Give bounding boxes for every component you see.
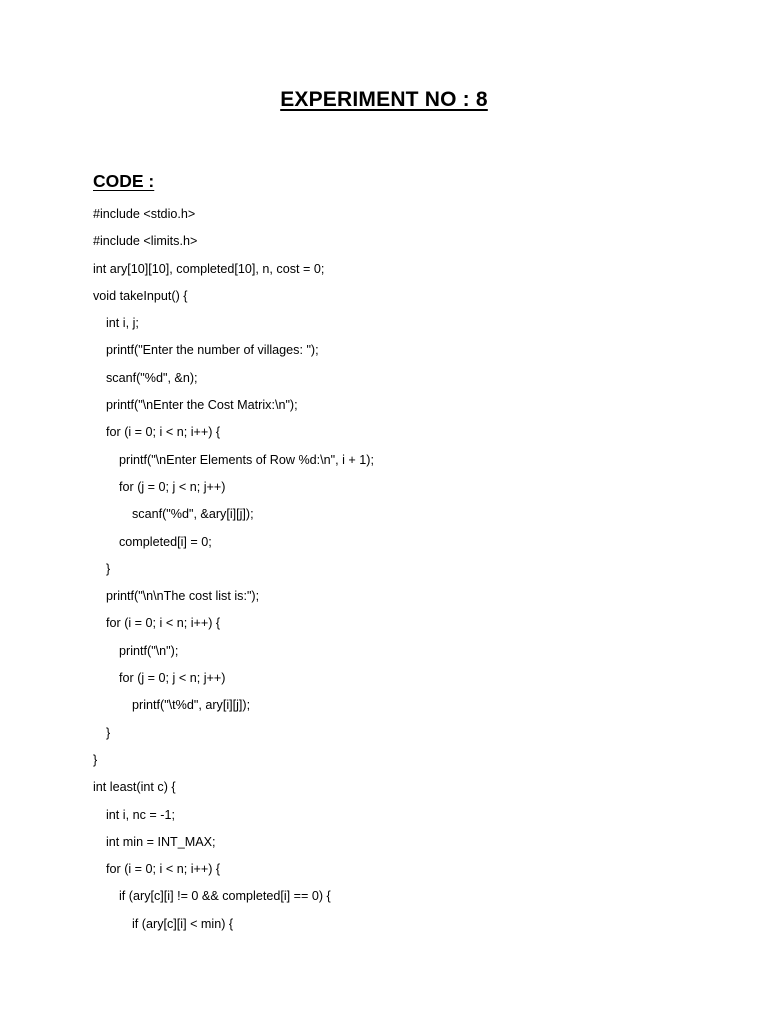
code-line: int i, j; xyxy=(106,316,139,331)
code-line: scanf("%d", &n); xyxy=(106,370,198,385)
code-line: printf("\n\nThe cost list is:"); xyxy=(106,589,260,604)
code-line: int i, nc = -1; xyxy=(106,807,175,822)
code-line: for (i = 0; i < n; i++) { xyxy=(106,616,221,631)
code-block xyxy=(93,205,733,942)
code-line: if (ary[c][i] != 0 && completed[i] == 0) { xyxy=(119,889,331,904)
code-line: } xyxy=(93,752,98,767)
code-line: for (i = 0; i < n; i++) { xyxy=(106,862,221,877)
section-heading: CODE : xyxy=(93,171,155,191)
code-line: #include <stdio.h> xyxy=(93,207,196,221)
code-line: for (j = 0; j < n; j++) xyxy=(119,671,226,686)
code-line: scanf("%d", &ary[i][j]); xyxy=(132,507,254,522)
page-title: EXPERIMENT NO : 8 xyxy=(280,88,488,111)
code-line: printf("Enter the number of villages: "); xyxy=(106,343,319,358)
code-line: int least(int c) { xyxy=(93,780,176,795)
code-line: void takeInput() { xyxy=(93,288,188,303)
code-line: if (ary[c][i] < min) { xyxy=(132,916,234,931)
code-line: #include <limits.h> xyxy=(93,234,198,249)
code-line: for (j = 0; j < n; j++) xyxy=(119,479,226,494)
code-line: for (i = 0; i < n; i++) { xyxy=(106,425,221,440)
code-line: printf("\t%d", ary[i][j]); xyxy=(132,698,251,713)
code-line: } xyxy=(106,561,111,576)
code-line: printf("\nEnter Elements of Row %d:\n", i + 1); xyxy=(119,452,374,467)
code-line: printf("\nEnter the Cost Matrix:\n"); xyxy=(106,398,298,413)
code-line: completed[i] = 0; xyxy=(119,534,212,549)
code-line: } xyxy=(106,725,111,740)
code-line: printf("\n"); xyxy=(119,643,179,658)
code-line: int min = INT_MAX; xyxy=(106,834,216,849)
code-line: int ary[10][10], completed[10], n, cost = 0; xyxy=(93,261,325,276)
